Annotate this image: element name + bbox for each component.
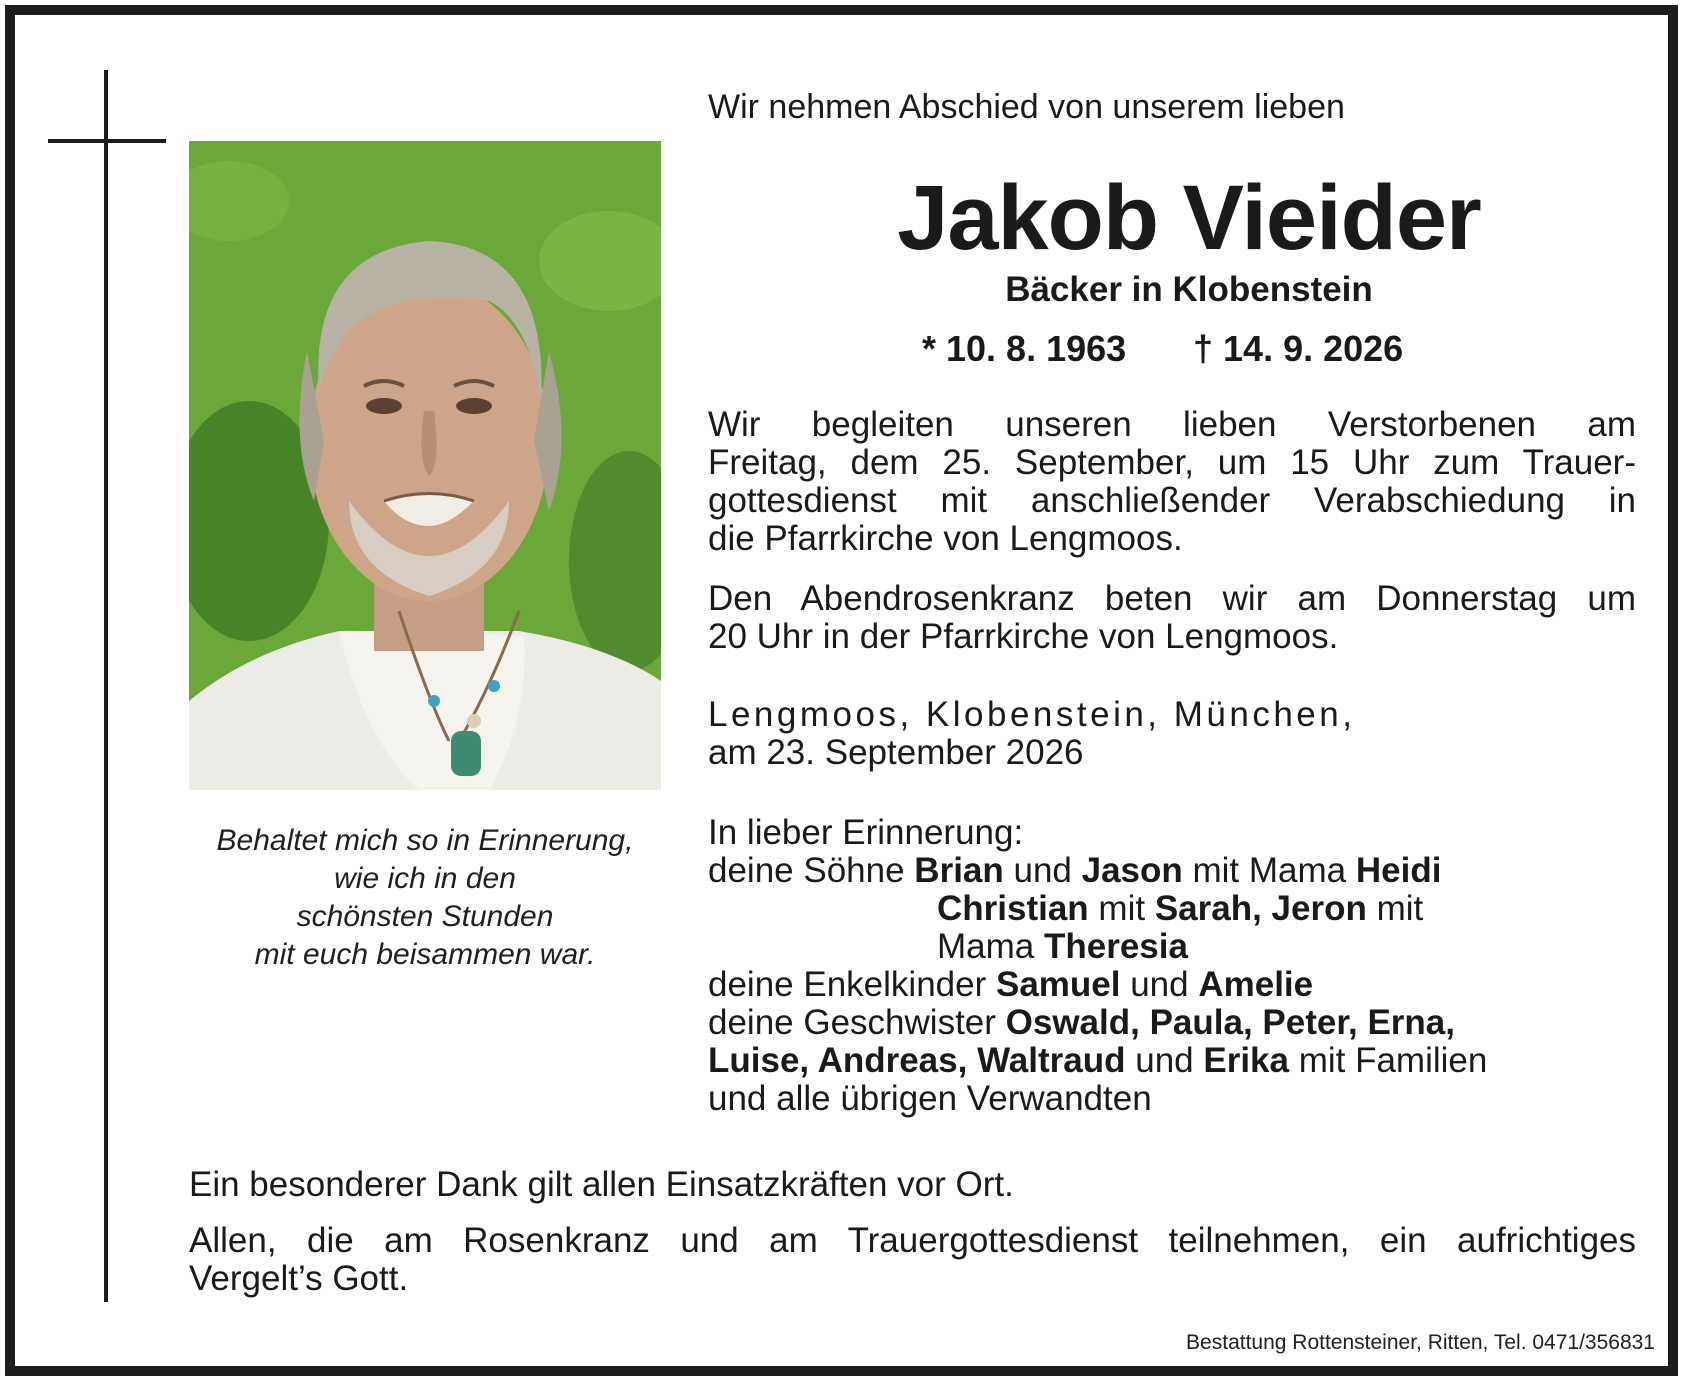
family-text: mit — [1366, 889, 1424, 928]
family-member: Luise, Andreas, Waltraud — [708, 1041, 1126, 1080]
family-text: mit Mama — [1182, 851, 1356, 890]
family-member: Brian — [914, 851, 1004, 890]
family-member: Heidi — [1355, 851, 1442, 890]
family-member: Samuel — [995, 965, 1121, 1004]
family-text: und — [1003, 851, 1082, 890]
deceased-name: Jakob Vieider — [897, 167, 1481, 269]
family-list — [708, 814, 1487, 1118]
portrait-photo — [189, 141, 661, 790]
family-text: deine Geschwister — [708, 1003, 1006, 1042]
family-member: Erika — [1203, 1041, 1289, 1080]
thanks-attendees — [189, 1222, 1636, 1298]
family-member: Theresia — [1043, 927, 1188, 966]
portrait-illustration — [189, 141, 661, 790]
death-date: † 14. 9. 2026 — [1193, 328, 1404, 369]
cross-horizontal-bar — [48, 139, 166, 143]
family-line-relatives: und alle übrigen Verwandten — [708, 1079, 1152, 1118]
quote-line: wie ich in den — [334, 862, 516, 895]
thanks-rescuers: Ein besonderer Dank gilt allen Einsatzkräften vor Ort. — [189, 1165, 1014, 1204]
family-text: mit — [1088, 889, 1155, 928]
funeral-line: die Pfarrkirche von Lengmoos. — [708, 519, 1183, 558]
place-date: am 23. September 2026 — [708, 733, 1084, 772]
family-line-sons — [708, 852, 1487, 890]
funeral-line: Wir begleiten unseren lieben Verstorbenen am — [708, 405, 1636, 444]
family-line-christian — [708, 890, 1487, 928]
quote-line: schönsten Stunden — [296, 900, 554, 933]
family-member: Jason — [1081, 851, 1183, 890]
family-text: deine Söhne — [708, 851, 915, 890]
funeral-announcement — [708, 406, 1636, 558]
place-and-date — [708, 696, 1355, 772]
family-line-siblings — [708, 1004, 1487, 1042]
rosary-line: Den Abendrosenkranz beten wir am Donnerstag um — [708, 579, 1636, 618]
family-member: Christian — [937, 889, 1089, 928]
family-text: mit Familien — [1288, 1041, 1488, 1080]
family-text: und — [1125, 1041, 1204, 1080]
memorial-quote — [150, 822, 700, 974]
funeral-line: gottesdienst mit anschließender Verabschiedung in — [708, 481, 1636, 520]
thanks-line: Vergelt’s Gott. — [189, 1259, 409, 1298]
place-locations: Lengmoos, Klobenstein, München, — [708, 695, 1356, 734]
farewell-intro: Wir nehmen Abschied von unserem lieben — [708, 88, 1345, 126]
quote-line: mit euch beisammen war. — [254, 938, 596, 971]
deceased-profession: Bäcker in Klobenstein — [1005, 270, 1373, 309]
family-member: Amelie — [1198, 965, 1314, 1004]
family-line-siblings-cont — [708, 1042, 1487, 1080]
quote-line: Behaltet mich so in Erinnerung, — [216, 824, 634, 857]
rosary-line: 20 Uhr in der Pfarrkirche von Lengmoos. — [708, 617, 1339, 656]
family-line-theresia — [708, 928, 1487, 966]
family-member: Sarah, Jeron — [1154, 889, 1367, 928]
family-text: und — [1120, 965, 1199, 1004]
thanks-line: Allen, die am Rosenkranz und am Trauergottesdienst teilnehmen, ein aufrichtiges — [189, 1221, 1636, 1260]
rosary-announcement — [708, 580, 1636, 656]
family-text: Mama — [937, 927, 1044, 966]
funeral-line: Freitag, dem 25. September, um 15 Uhr zum Trauer- — [708, 443, 1636, 482]
birth-date: * 10. 8. 1963 — [922, 328, 1127, 369]
funeral-home-footer: Bestattung Rottensteiner, Ritten, Tel. 0471/356831 — [1186, 1331, 1655, 1354]
family-line-grandchildren — [708, 966, 1487, 1004]
cross-vertical-bar — [104, 70, 108, 1302]
family-intro: In lieber Erinnerung: — [708, 813, 1024, 852]
family-member: Oswald, Paula, Peter, Erna, — [1005, 1003, 1456, 1042]
family-text: deine Enkelkinder — [708, 965, 996, 1004]
